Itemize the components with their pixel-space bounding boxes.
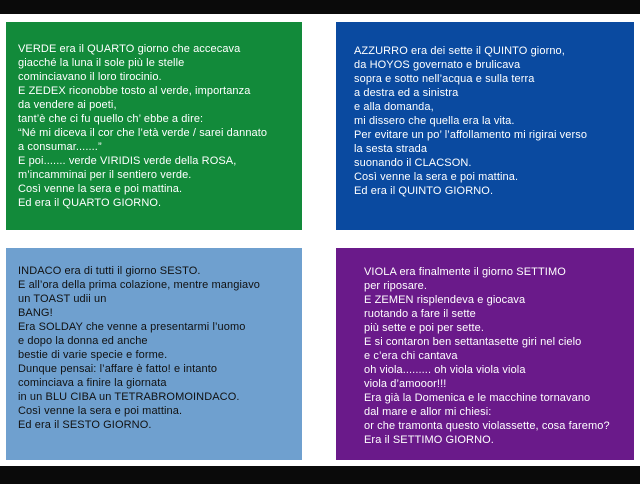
poem-line: la sesta strada (354, 143, 428, 155)
poem-line: e alla domanda, (354, 101, 434, 113)
poem-line: per riposare. (364, 280, 428, 292)
poem-line: Ed era il QUINTO GIORNO. (354, 185, 494, 197)
panel-indaco-sesto-giorno (6, 248, 302, 460)
bottom-black-bar (0, 466, 640, 484)
poem-line: E all’ora della prima colazione, mentre mangiavo (18, 279, 261, 291)
poem-line: bestie di varie specie e forme. (18, 349, 168, 361)
panel-verde-quarto-giorno (6, 22, 302, 230)
poem-line: cominciava a finire la giornata (18, 377, 167, 389)
poem-line: tant’è che ci fu quello ch’ ebbe a dire: (18, 113, 204, 125)
top-black-bar (0, 0, 640, 14)
poem-line: Era il SETTIMO GIORNO. (364, 434, 494, 446)
poem-line: Dunque pensai: l’affare è fatto! e intanto (18, 363, 218, 375)
poem-line: suonando il CLACSON. (354, 157, 472, 169)
poem-line: VERDE era il QUARTO giorno che accecava (18, 43, 241, 55)
poem-line: da HOYOS governato e brulicava (354, 59, 521, 71)
poem-line: Era SOLDAY che venne a presentarmi l’uomo (18, 321, 246, 333)
poem-line: dal mare e allor mi chiesi: (364, 406, 492, 418)
poem-line: Ed era il SESTO GIORNO. (18, 419, 152, 431)
poem-line: a destra ed a sinistra (354, 87, 459, 99)
poem-line: oh viola......... oh viola viola viola (364, 364, 526, 376)
poem-line: e dopo la donna ed anche (18, 335, 148, 347)
poem-line: INDACO era di tutti il giorno SESTO. (18, 265, 201, 277)
poem-line: mi dissero che quella era la vita. (354, 115, 515, 127)
poem-line: E poi....... verde VIRIDIS verde della ROSA, (18, 155, 237, 167)
poem-line: ruotando a fare il sette (364, 308, 476, 320)
poem-line: E ZEDEX riconobbe tosto al verde, importanza (18, 85, 251, 97)
poem-line: Così venne la sera e poi mattina. (18, 405, 183, 417)
poem-line: AZZURRO era dei sette il QUINTO giorno, (354, 45, 565, 57)
poem-line: Ed era il QUARTO GIORNO. (18, 197, 162, 209)
poem-line: da vendere ai poeti, (18, 99, 117, 111)
poem-line: in un BLU CIBA un TETRABROMOINDACO. (18, 391, 240, 403)
poem-line: viola d’amooor!!! (364, 378, 447, 390)
poem-line: a consumar.......” (18, 141, 102, 153)
poem-line: Per evitare un po’ l’affollamento mi rigirai verso (354, 129, 588, 141)
panel-viola-settimo-giorno (336, 248, 634, 460)
poem-line: E ZEMEN risplendeva e giocava (364, 294, 526, 306)
poem-line: VIOLA era finalmente il giorno SETTIMO (364, 266, 566, 278)
poem-line: cominciavano il loro tirocinio. (18, 71, 162, 83)
poem-line: un TOAST udii un (18, 293, 107, 305)
poem-line: Così venne la sera e poi mattina. (18, 183, 183, 195)
poem-line: m’incamminai per il sentiero verde. (18, 169, 192, 181)
poem-line: giacché la luna il sole più le stelle (18, 57, 185, 69)
poem-line: e c’era chi cantava (364, 350, 458, 362)
poem-line: Era già la Domenica e le macchine tornavano (364, 392, 591, 404)
poem-line: Così venne la sera e poi mattina. (354, 171, 519, 183)
poem-line: più sette e poi per sette. (364, 322, 485, 334)
poem-line: BANG! (18, 307, 53, 319)
poem-line: E si contaron ben settantasette giri nel cielo (364, 336, 582, 348)
poem-line: “Né mi diceva il cor che l’età verde / sarei dannato (18, 127, 268, 139)
poem-line: or che tramonta questo violassette, cosa faremo? (364, 420, 610, 432)
panel-azzurro-quinto-giorno (336, 22, 634, 230)
poem-line: sopra e sotto nell’acqua e sulla terra (354, 73, 535, 85)
